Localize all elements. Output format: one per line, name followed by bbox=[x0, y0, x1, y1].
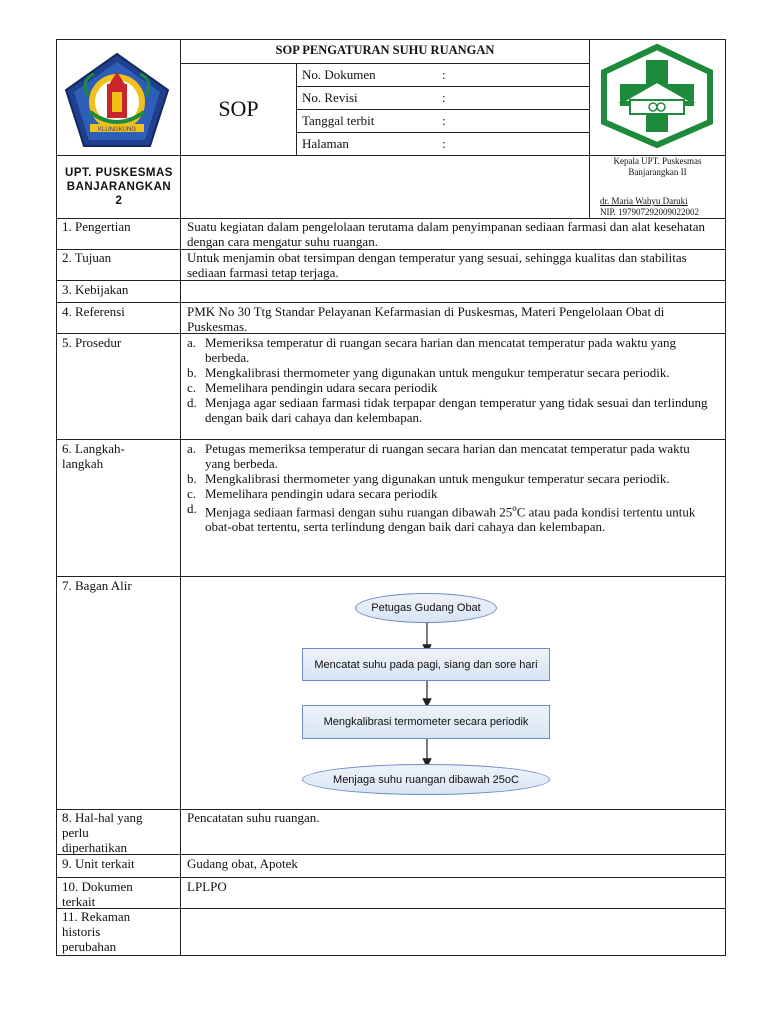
label-unit: 9. Unit terkait bbox=[62, 856, 135, 871]
sop-label: SOP bbox=[218, 96, 259, 121]
list-item: b. Mengkalibrasi thermometer yang digunakan untuk mengukur temperatur secara periodik. bbox=[187, 365, 670, 380]
flow-node-end: Menjaga suhu ruangan dibawah 25oC bbox=[302, 764, 550, 795]
unit-name: UPT. PUSKESMAS BANJARANGKAN 2 bbox=[65, 167, 173, 207]
head-nip: NIP. 197907292009022002 bbox=[600, 207, 700, 217]
meta-label-halaman: Halaman bbox=[302, 136, 349, 151]
label-prosedur: 5. Prosedur bbox=[62, 335, 122, 350]
flow-node-calibrate: Mengkalibrasi termometer secara periodik bbox=[302, 705, 550, 739]
list-item: d. Menjaga sediaan farmasi dengan suhu ruangan dibawah 25$^o$C atau pada kondisi tertentu untuk obat-obat tertentu, serta terlindung dengan baik dari cahaya dan kelembapan. bbox=[187, 501, 696, 535]
label-pengertian: 1. Pengertian bbox=[62, 219, 131, 234]
regency-logo bbox=[60, 50, 175, 150]
text-unit: Gudang obat, Apotek bbox=[187, 856, 298, 871]
list-item: c. Memelihara pendingin udara secara periodik bbox=[187, 486, 438, 501]
text-pengertian: Suatu kegiatan dalam pengelolaan terutama dalam penyimpanan sediaan farmasi dan alat kesehatan dengan cara mengatur suhu ruangan. bbox=[187, 219, 705, 249]
list-item: a. Petugas memeriksa temperatur di ruangan secara harian dan mencatat temperatur pada waktu yang berbeda. bbox=[187, 441, 690, 471]
sop-title: SOP PENGATURAN SUHU RUANGAN bbox=[275, 43, 495, 57]
flow-node-record: Mencatat suhu pada pagi, siang dan sore hari bbox=[302, 648, 550, 681]
label-rekaman: 11. Rekaman historis perubahan bbox=[62, 909, 131, 954]
label-bagan: 7. Bagan Alir bbox=[62, 578, 132, 593]
text-hal: Pencatatan suhu ruangan. bbox=[187, 810, 320, 825]
list-item: b. Mengkalibrasi thermometer yang digunakan untuk mengukur temperatur secara periodik. bbox=[187, 471, 670, 486]
puskesmas-logo bbox=[600, 44, 714, 148]
prosedur-list bbox=[185, 335, 715, 425]
head-name: dr. Maria Wahyu Daruki bbox=[600, 196, 688, 206]
flowchart bbox=[280, 585, 580, 800]
meta-label-tanggal: Tanggal terbit bbox=[302, 113, 375, 128]
head-title: Kepala UPT. Puskesmas Banjarangkan II bbox=[613, 156, 702, 177]
text-referensi: PMK No 30 Ttg Standar Pelayanan Kefarmasian di Puskesmas, Materi Pengelolaan Obat di Puskesmas. bbox=[187, 304, 665, 334]
meta-label-revisi: No. Revisi bbox=[302, 90, 358, 105]
text-dokumen: LPLPO bbox=[187, 879, 227, 894]
flow-node-start: Petugas Gudang Obat bbox=[355, 593, 497, 623]
label-dokumen: 10. Dokumen terkait bbox=[62, 879, 133, 909]
langkah-list bbox=[185, 441, 715, 534]
svg-text:KLUNGKUNG: KLUNGKUNG bbox=[97, 127, 137, 133]
label-referensi: 4. Referensi bbox=[62, 304, 125, 319]
label-hal: 8. Hal-hal yang perlu diperhatikan bbox=[62, 810, 143, 855]
list-item: c. Memelihara pendingin udara secara periodik bbox=[187, 380, 438, 395]
meta-sep-revisi: : bbox=[442, 90, 446, 105]
meta-sep-dokumen: : bbox=[442, 67, 446, 82]
label-kebijakan: 3. Kebijakan bbox=[62, 282, 129, 297]
meta-label-dokumen: No. Dokumen bbox=[302, 67, 376, 82]
meta-sep-tanggal: : bbox=[442, 113, 446, 128]
label-langkah: 6. Langkah- langkah bbox=[62, 441, 125, 471]
list-item: d. Menjaga agar sediaan farmasi tidak terpapar dengan temperatur yang tidak sesuai dan terlindung dengan baik dari cahaya dan kelembapan. bbox=[187, 395, 708, 425]
list-item: a. Memeriksa temperatur di ruangan secara harian dan mencatat temperatur pada waktu yang berbeda. bbox=[187, 335, 677, 365]
text-tujuan: Untuk menjamin obat tersimpan dengan temperatur yang sesuai, sehingga kualitas dan stabilitas sediaan farmasi tetap terjaga. bbox=[187, 250, 687, 280]
meta-sep-halaman: : bbox=[442, 136, 446, 151]
label-tujuan: 2. Tujuan bbox=[62, 250, 112, 265]
